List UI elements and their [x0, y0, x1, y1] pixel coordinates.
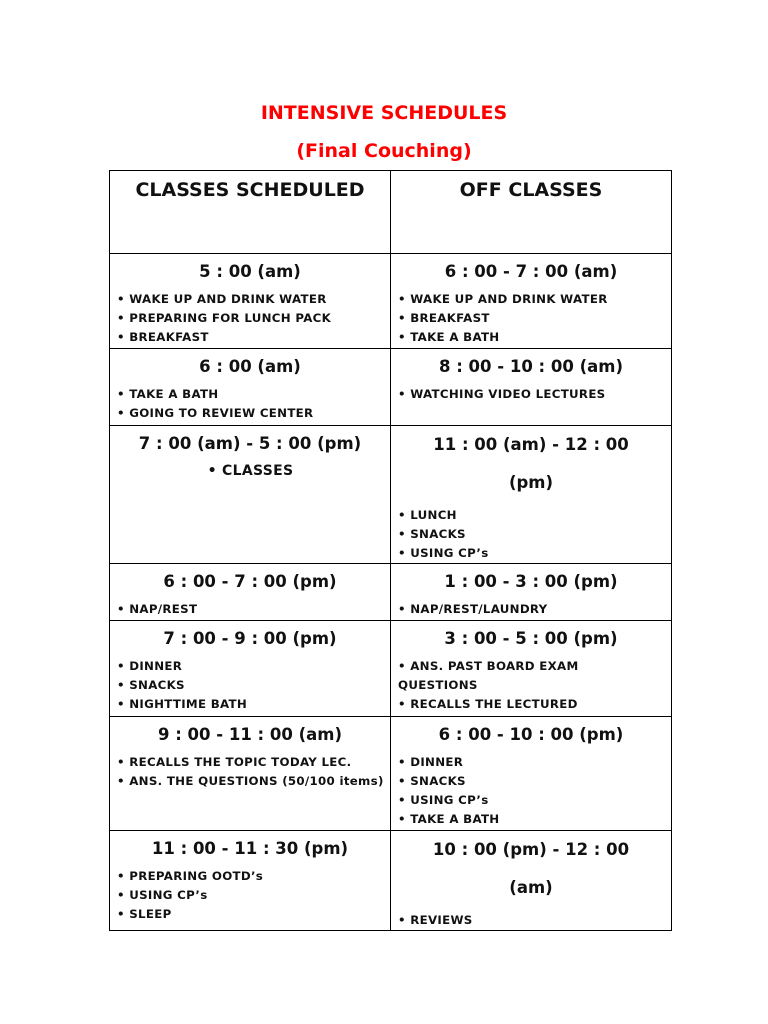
activity-item: • DINNER: [398, 755, 464, 769]
activity-item: • DINNER: [117, 659, 183, 673]
time-slot: 7 : 00 (am) - 5 : 00 (pm): [138, 434, 362, 453]
schedule-cell-off: [391, 349, 672, 426]
activity-list: [110, 462, 390, 481]
activity-item: • NAP/REST: [117, 602, 198, 616]
activity-item: • RECALLS THE LECTURED: [398, 697, 578, 711]
time-slot: 9 : 00 - 11 : 00 (am): [157, 725, 343, 744]
activity-list: [391, 600, 671, 619]
activity-item: • TAKE A BATH: [117, 387, 219, 401]
activity-item: • ANS. PAST BOARD EXAM QUESTIONS: [398, 659, 579, 692]
schedule-cell-classes: [110, 254, 391, 349]
schedule-row: [110, 621, 672, 717]
activity-list: [110, 600, 390, 619]
activity-list: [110, 290, 390, 347]
activity-item: • SLEEP: [117, 907, 172, 921]
schedule-cell-classes: [110, 426, 391, 564]
activity-list: [391, 657, 671, 714]
column-header-classes-scheduled: CLASSES SCHEDULED: [110, 171, 391, 254]
time-slot: 6 : 00 - 7 : 00 (am): [444, 262, 618, 281]
activity-item: • SNACKS: [117, 678, 185, 692]
activity-item: • RECALLS THE TOPIC TODAY LEC.: [117, 755, 352, 769]
activity-item: • BREAKFAST: [398, 311, 490, 325]
activity-item: • TAKE A BATH: [398, 812, 500, 826]
time-slot: 11 : 00 (am) - 12 : 00 (pm): [433, 435, 629, 492]
activity-item: • USING CP’s: [398, 793, 489, 807]
activity-item: • PREPARING FOR LUNCH PACK: [117, 311, 332, 325]
schedule-cell-classes: [110, 621, 391, 717]
time-slot: 6 : 00 (am): [199, 357, 301, 376]
activity-item: • BREAKFAST: [117, 330, 209, 344]
activity-item: • NIGHTTIME BATH: [117, 697, 248, 711]
activity-list: [110, 657, 390, 714]
activity-item: • SNACKS: [398, 527, 466, 541]
activity-item: • LUNCH: [398, 508, 457, 522]
document-subtitle: (Final Couching): [296, 140, 472, 162]
schedule-row: [110, 349, 672, 426]
schedule-cell-off: [391, 254, 672, 349]
time-slot: 7 : 00 - 9 : 00 (pm): [163, 629, 337, 648]
schedule-cell-off: [391, 426, 672, 564]
activity-item: • TAKE A BATH: [398, 330, 500, 344]
schedule-cell-classes: [110, 564, 391, 621]
time-slot: 6 : 00 - 10 : 00 (pm): [438, 725, 624, 744]
activity-list: [391, 290, 671, 347]
activity-list: [110, 753, 390, 791]
schedule-cell-off: [391, 621, 672, 717]
activity-item: • CLASSES: [207, 463, 294, 479]
activity-item: • WAKE UP AND DRINK WATER: [398, 292, 608, 306]
time-slot: 6 : 00 - 7 : 00 (pm): [163, 572, 337, 591]
activity-item: • NAP/REST/LAUNDRY: [398, 602, 548, 616]
column-header-off-classes: OFF CLASSES: [391, 171, 672, 254]
time-slot: 8 : 00 - 10 : 00 (am): [438, 357, 624, 376]
time-slot: 3 : 00 - 5 : 00 (pm): [444, 629, 618, 648]
header-row: [110, 171, 672, 254]
activity-list: [110, 867, 390, 924]
activity-item: • ANS. THE QUESTIONS (50/100 items): [117, 774, 384, 788]
schedule-row: [110, 254, 672, 349]
activity-list: [391, 385, 671, 404]
activity-item: • USING CP’s: [117, 888, 208, 902]
schedule-cell-off: [391, 717, 672, 831]
document-title: INTENSIVE SCHEDULES: [260, 102, 508, 124]
schedule-cell-classes: [110, 831, 391, 931]
schedule-row: [110, 717, 672, 831]
schedule-cell-off: [391, 564, 672, 621]
schedule-row: [110, 564, 672, 621]
activity-item: • WAKE UP AND DRINK WATER: [117, 292, 327, 306]
time-slot: 11 : 00 - 11 : 30 (pm): [151, 839, 349, 858]
activity-item: • USING CP’s: [398, 546, 489, 560]
activity-item: • GOING TO REVIEW CENTER: [117, 406, 314, 420]
activity-list: [391, 506, 671, 563]
schedule-row: [110, 831, 672, 931]
time-slot: 5 : 00 (am): [199, 262, 301, 281]
schedule-cell-classes: [110, 349, 391, 426]
schedule-cell-off: [391, 831, 672, 931]
activity-list: [110, 385, 390, 423]
activity-item: • REVIEWS: [398, 913, 473, 927]
schedule-table: [109, 170, 672, 931]
activity-list: [391, 911, 671, 930]
time-slot: 1 : 00 - 3 : 00 (pm): [444, 572, 618, 591]
schedule-cell-classes: [110, 717, 391, 831]
activity-item: • PREPARING OOTD’s: [117, 869, 264, 883]
activity-item: • WATCHING VIDEO LECTURES: [398, 387, 606, 401]
activity-item: • SNACKS: [398, 774, 466, 788]
schedule-row: [110, 426, 672, 564]
time-slot: 10 : 00 (pm) - 12 : 00 (am): [432, 840, 630, 897]
activity-list: [391, 753, 671, 829]
